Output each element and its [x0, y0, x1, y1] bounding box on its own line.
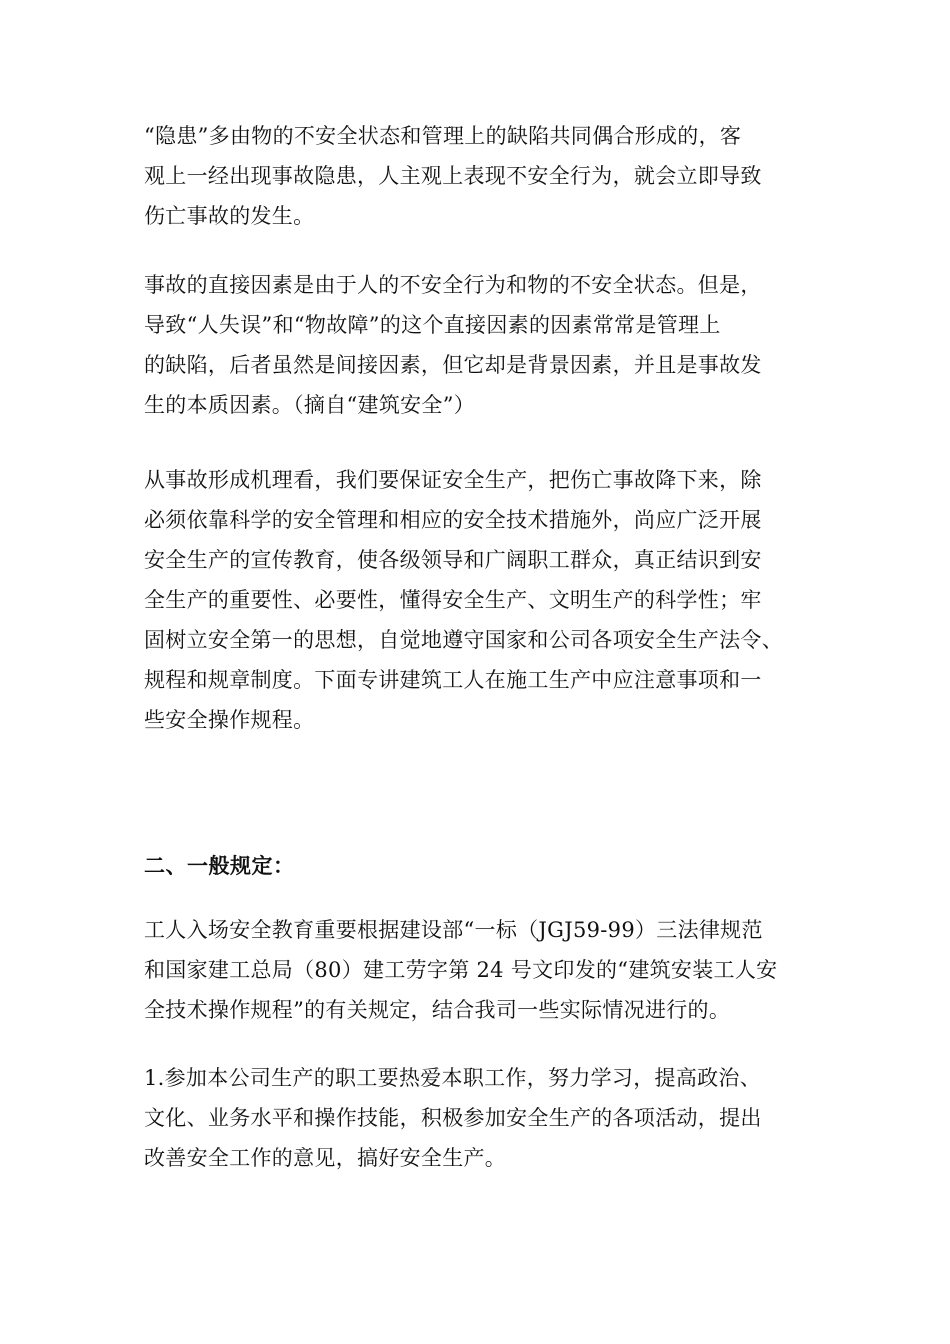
paragraph-accident-mechanism — [144, 460, 824, 740]
text-line: 生的本质因素。（摘自“建筑安全”） — [144, 393, 476, 417]
text-line: 事故的直接因素是由于人的不安全行为和物的不安全状态。但是， — [144, 273, 762, 297]
text-line: 导致“人失误”和“物故障”的这个直接因素的因素常常是管理上 — [144, 313, 721, 337]
text-line: 固树立安全第一的思想，自觉地遵守国家和公司各项安全生产法令、 — [144, 628, 783, 652]
text-line: 伤亡事故的发生。 — [144, 204, 315, 228]
paragraph-site-education — [144, 910, 824, 1030]
paragraph-direct-factors — [144, 265, 824, 425]
text-line: “隐患”多由物的不安全状态和管理上的缺陷共同偶合形成的，客 — [144, 124, 742, 148]
text-line: 安全生产的宣传教育，使各级领导和广阔职工群众，真正结识到安 — [144, 548, 762, 572]
text-line: 些安全操作规程。 — [144, 708, 315, 732]
text-line: 规程和规章制度。下面专讲建筑工人在施工生产中应注意事项和一 — [144, 668, 762, 692]
text-line: 文化、业务水平和操作技能，积极参加安全生产的各项活动，提出 — [144, 1106, 762, 1130]
text-line: 1.参加本公司生产的职工要热爱本职工作，努力学习，提高政治、 — [144, 1066, 762, 1090]
paragraph-rule-1 — [144, 1058, 824, 1178]
text-line: 的缺陷，后者虽然是间接因素，但它却是背景因素，并且是事故发 — [144, 353, 762, 377]
paragraph-hazard-causes — [144, 116, 824, 236]
text-line: 必须依靠科学的安全管理和相应的安全技术措施外，尚应广泛开展 — [144, 508, 762, 532]
text-line: 全技术操作规程”的有关规定，结合我司一些实际情况进行的。 — [144, 998, 731, 1022]
text-line: 从事故形成机理看，我们要保证安全生产，把伤亡事故降下来，除 — [144, 468, 762, 492]
section-heading-general-rules: 二、一般规定： — [144, 854, 295, 878]
text-line: 改善安全工作的意见，搞好安全生产。 — [144, 1146, 507, 1170]
text-line: 全生产的重要性、必要性，懂得安全生产、文明生产的科学性；牢 — [144, 588, 762, 612]
text-line: 和国家建工总局（80）建工劳字第 24 号文印发的“建筑安装工人安 — [144, 958, 778, 982]
text-line: 工人入场安全教育重要根据建设部“一标（JGJ59-99）三法律规范 — [144, 918, 763, 942]
text-line: 观上一经出现事故隐患，人主观上表现不安全行为，就会立即导致 — [144, 164, 762, 188]
